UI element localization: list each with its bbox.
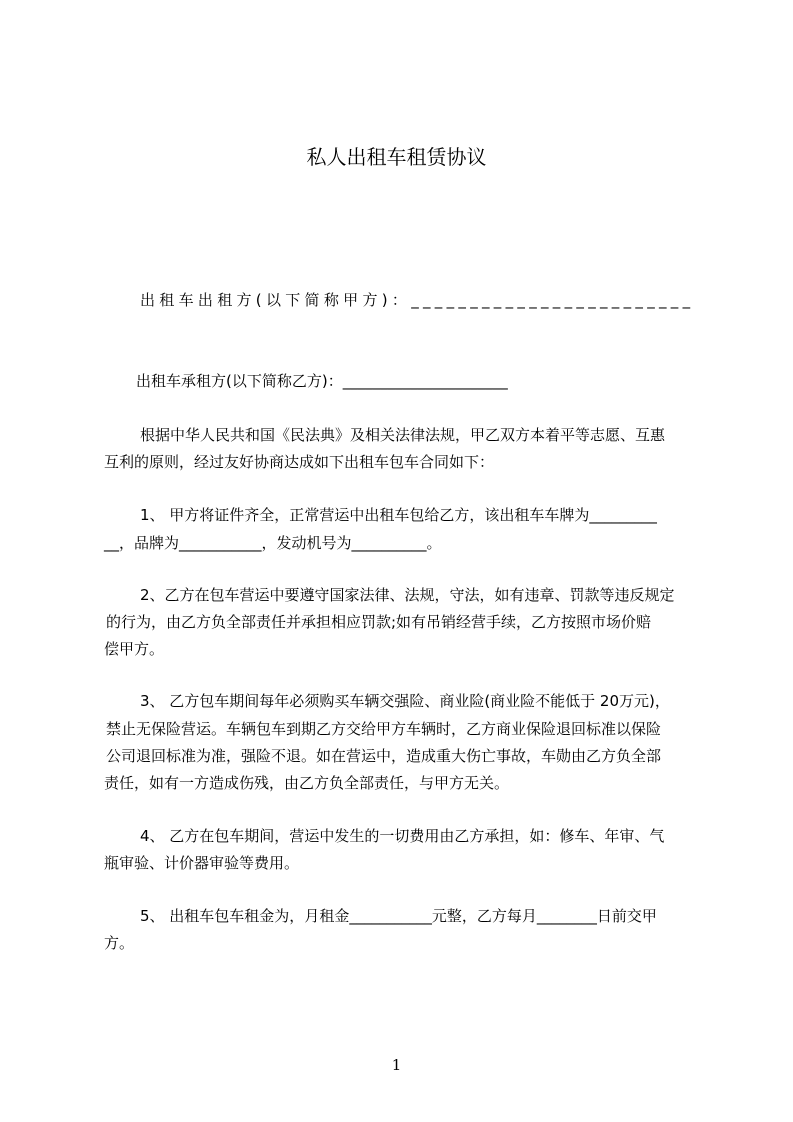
clause3-line-3: 公司退回标准为准，强险不退。如在营运中，造成重大伤亡事故，车勋由乙方负全部 — [106, 747, 662, 765]
page-number: 1 — [391, 1056, 402, 1074]
clause4-line-1: 4、 乙方在包车期间，营运中发生的一切费用由乙方承担，如：修车、年审、气 — [140, 827, 665, 845]
intro-line-1: 根据中华人民共和国《民法典》及相关法律法规，甲乙双方本着平等志愿、互惠 — [140, 426, 666, 444]
clause2-line-3: 偿甲方。 — [104, 640, 165, 658]
clause1-line-1: 1、 甲方将证件齐全，正常营运中出租车包给乙方，该出租车车牌为_________ — [140, 506, 657, 524]
clause5-line-2: 方。 — [104, 934, 135, 952]
intro-line-2: 互利的原则，经过友好协商达成如下出租车包车合同如下： — [104, 453, 495, 471]
clause3-line-1: 3、 乙方包车期间每年必须购买车辆交强险、商业险(商业险不能低于 20万元)， — [140, 692, 670, 710]
clause2-line-2: 的行为，由乙方负全部责任并承担相应罚款;如有吊销经营手续，乙方按照市场价赔 — [106, 613, 652, 631]
clause1-line-2: __，品牌为___________，发动机号为__________。 — [104, 534, 442, 552]
clause3-line-4: 责任，如有一方造成伤残，由乙方负全部责任，与甲方无关。 — [104, 774, 510, 792]
clause3-line-2: 禁止无保险营运。车辆包车到期乙方交给甲方车辆时，乙方商业保险退回标准以保险 — [106, 720, 662, 738]
clause5-line-1: 5、 出租车包车租金为，月租金___________元整，乙方每月________日前交甲 — [140, 907, 657, 925]
clause4-line-2: 瓶审验、计价器审验等费用。 — [104, 854, 300, 872]
clause2-line-1: 2、乙方在包车营运中要遵守国家法律、法规，守法，如有违章、罚款等违反规定 — [140, 586, 675, 604]
lessee-line: 出租车承租方(以下简称乙方)：______________________ — [136, 372, 508, 390]
document-title: 私人出租车租赁协议 — [306, 145, 487, 169]
lessor-line: 出租车出租方(以下简称甲方)：________________________ — [140, 291, 695, 309]
